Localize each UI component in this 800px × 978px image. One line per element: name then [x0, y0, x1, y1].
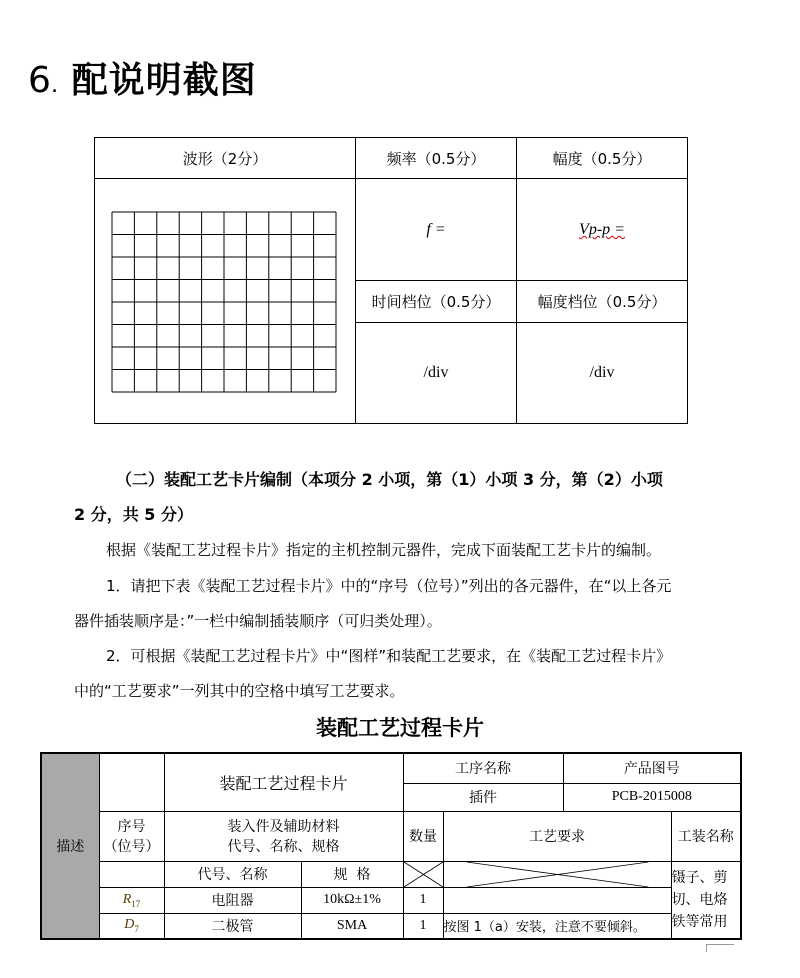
spec-cell: SMA — [301, 913, 403, 939]
req-cell[interactable] — [443, 887, 671, 913]
col-req: 工艺要求 — [443, 811, 671, 861]
col-qty: 数量 — [403, 811, 443, 861]
process-card-table — [40, 752, 742, 940]
process-name-label: 工序名称 — [403, 753, 563, 783]
section-title-2: 2 分，共 5 分） — [74, 505, 193, 524]
col-tool: 工装名称 — [671, 811, 741, 861]
section-title-1: （二）装配工艺卡片编制（本项分 2 小项，第（1）小项 3 分，第（2）小项 — [116, 470, 663, 489]
amplitude-value: Vp-p = — [579, 221, 625, 238]
page-corner-mark — [706, 944, 734, 952]
amplitude-value-cell[interactable] — [517, 179, 688, 281]
frequency-value[interactable]: f = — [356, 179, 517, 281]
paragraph-2a: 1．请把下表《装配工艺过程卡片》中的“序号（位号）”列出的各元器件，在“以上各元 — [106, 577, 672, 595]
ref-cell — [99, 913, 164, 939]
crossed-cell — [403, 861, 443, 887]
oscilloscope-grid — [111, 211, 337, 393]
page-heading: 6. 配说明截图 — [28, 60, 257, 101]
qty-cell: 1 — [403, 887, 443, 913]
amp-div-value[interactable]: /div — [517, 323, 688, 424]
product-no-label: 产品图号 — [563, 753, 741, 783]
side-label: 描述 — [41, 753, 99, 939]
card-header-title: 装配工艺过程卡片 — [164, 753, 403, 811]
crossed-cell — [443, 861, 671, 887]
name-cell: 二极管 — [164, 913, 301, 939]
ref: R — [122, 891, 132, 907]
empty-cell — [99, 753, 164, 811]
empty-cell — [99, 861, 164, 887]
card-title: 装配工艺过程卡片 — [316, 715, 484, 740]
header-waveform: 波形（2分） — [95, 138, 356, 179]
paragraph-3b: 中的“工艺要求”一列其中的空格中填写工艺要求。 — [74, 682, 405, 700]
process-name: 插件 — [403, 783, 563, 811]
ref-cell — [99, 887, 164, 913]
col-seq — [99, 811, 164, 861]
col-seq-line2: （位号） — [103, 839, 160, 855]
header-amp-div: 幅度档位（0.5分） — [517, 281, 688, 323]
sub-spec: 规 格 — [301, 861, 403, 887]
req-cell[interactable]: 按图 1（a）安装，注意不要倾斜。 — [443, 913, 671, 939]
qty-cell: 1 — [403, 913, 443, 939]
product-no: PCB-2015008 — [563, 783, 741, 811]
heading-number: 6 — [28, 60, 52, 101]
ref-sub: 7 — [134, 924, 139, 935]
table-row — [41, 887, 741, 913]
col-seq-line1: 序号 — [117, 819, 146, 835]
header-time-div: 时间档位（0.5分） — [356, 281, 517, 323]
tools-cell: 镊子、剪切、电烙铁等常用 — [671, 861, 741, 939]
measurement-table — [94, 137, 688, 424]
paragraph-2b: 器件插装顺序是：”一栏中编制插装顺序（可归类处理）。 — [74, 612, 442, 630]
paragraph-1: 根据《装配工艺过程卡片》指定的主机控制元器件，完成下面装配工艺卡片的编制。 — [106, 541, 662, 559]
paragraph-3a: 2．可根据《装配工艺过程卡片》中“图样”和装配工艺要求，在《装配工艺过程卡片》 — [106, 647, 672, 665]
col-parts-line2: 代号、名称、规格 — [227, 839, 340, 855]
name-cell: 电阻器 — [164, 887, 301, 913]
table-row — [41, 913, 741, 939]
spec-cell: 10kΩ±1% — [301, 887, 403, 913]
header-frequency: 频率（0.5分） — [356, 138, 517, 179]
header-amplitude: 幅度（0.5分） — [517, 138, 688, 179]
ref-sub: 17 — [131, 898, 141, 909]
time-div-value[interactable]: /div — [356, 323, 517, 424]
col-parts-line1: 装入件及辅助材料 — [227, 819, 340, 835]
col-parts — [164, 811, 403, 861]
waveform-cell — [95, 179, 356, 424]
ref: D — [124, 917, 135, 933]
sub-name: 代号、名称 — [164, 861, 301, 887]
heading-title: 配说明截图 — [71, 60, 257, 101]
